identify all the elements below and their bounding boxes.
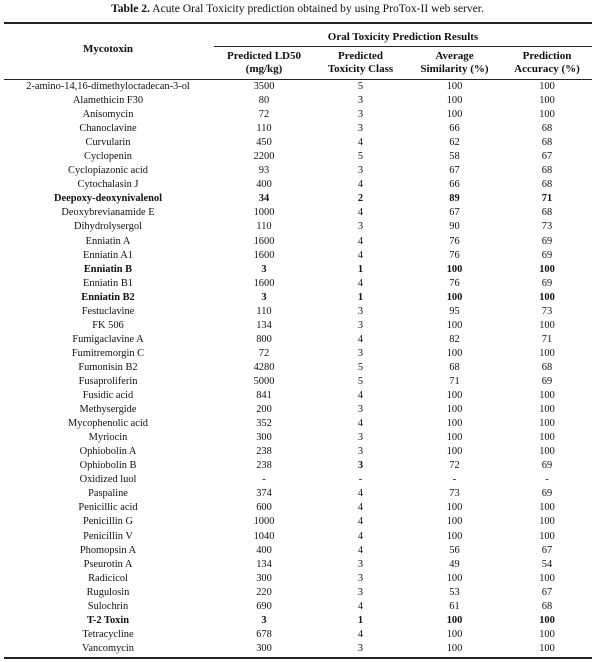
similarity-cell: 100 [446,263,463,275]
mycotoxin-cell: Fumigaclavine A [72,333,144,345]
ld50-cell: 1600 [253,249,275,261]
toxicity-class-cell: 2 [357,193,364,205]
mycotoxin-cell: Fumonisin B2 [78,361,138,373]
table-row [4,600,592,614]
similarity-cell: 72 [449,460,460,472]
accuracy-cell: 67 [541,586,553,598]
mycotoxin-cell: Vancomycin [82,642,134,654]
mycotoxin-cell: T-2 Toxin [86,614,130,626]
toxicity-class-cell: 1 [357,291,364,303]
ld50-cell: 841 [256,390,272,402]
toxicity-class-header-line1: Predicted [337,50,383,62]
accuracy-cell: 69 [541,235,553,247]
toxicity-class-cell: 4 [357,333,364,345]
ld50-cell: 238 [256,446,272,458]
similarity-cell: 73 [449,488,460,500]
mycotoxin-cell: Radicicol [88,572,128,584]
toxicity-class-cell: 4 [357,277,364,289]
similarity-cell: 49 [449,558,460,570]
accuracy-cell: 68 [541,179,553,191]
toxicity-class-cell: 4 [357,530,364,542]
similarity-header-line2: Similarity (%) [420,63,489,75]
toxicity-class-cell: 3 [357,446,364,458]
mycotoxin-cell: Enniatin B2 [81,291,135,303]
ld50-cell: 1040 [253,530,275,542]
accuracy-cell: 68 [541,207,553,219]
similarity-cell: 67 [449,207,460,219]
mycotoxin-cell: Anisomycin [82,109,134,121]
mycotoxin-cell: Fusaproliferin [78,375,138,387]
similarity-cell: 100 [446,614,463,626]
similarity-cell: 76 [449,277,460,289]
similarity-cell: 61 [449,600,460,612]
mycotoxin-cell: Sulochrin [87,600,129,612]
similarity-cell: 100 [446,642,463,654]
toxicity-class-cell: 4 [357,502,364,514]
table-row [4,586,592,600]
table-row [4,136,592,150]
accuracy-cell: 100 [539,390,555,402]
mycotoxin-cell: Enniatin B1 [83,277,133,289]
mycotoxin-cell: Dihydrolysergol [74,221,142,233]
mycotoxin-cell: Cyclopenin [84,151,132,163]
accuracy-cell: 100 [539,572,555,584]
ld50-cell: 600 [256,502,272,514]
accuracy-header-line1: Prediction [522,50,572,62]
mycotoxin-cell: Paspaline [88,488,128,500]
mycotoxin-cell: Oxidized luol [79,474,137,486]
accuracy-cell: - [545,474,549,486]
toxicity-class-cell: 3 [357,109,364,121]
table-row [4,544,592,558]
table-body [4,80,592,656]
toxicity-class-cell: 4 [357,516,364,528]
mycotoxin-cell: Curvularin [85,137,131,149]
ld50-cell: 678 [256,628,272,640]
ld50-cell: 2200 [253,151,275,163]
accuracy-cell: 68 [541,361,553,373]
toxicity-class-cell: 4 [357,628,364,640]
accuracy-cell: 73 [541,305,553,317]
accuracy-cell: 67 [541,151,553,163]
table-row [4,94,592,108]
similarity-cell: 100 [446,418,463,430]
similarity-cell: 62 [449,137,460,149]
toxicity-class-cell: 4 [357,600,364,612]
table-row [4,235,592,249]
similarity-cell: 100 [446,347,463,359]
toxicity-class-cell: 3 [357,404,364,416]
accuracy-cell: 100 [539,446,555,458]
toxicity-class-cell: 1 [357,263,364,275]
toxicity-class-cell: 3 [357,347,364,359]
accuracy-cell: 67 [541,544,553,556]
similarity-cell: 76 [449,235,460,247]
similarity-cell: 95 [449,305,460,317]
table-row [4,192,592,206]
ld50-cell: 110 [256,221,272,233]
table-row [4,515,592,529]
table-row [4,277,592,291]
similarity-cell: 100 [446,291,463,303]
accuracy-cell: 100 [539,263,555,275]
toxicity-class-cell: 5 [357,361,364,373]
similarity-cell: 71 [449,375,460,387]
table-row [4,459,592,473]
mycotoxin-cell: Penicillin G [83,516,133,528]
accuracy-cell: 100 [539,502,555,514]
table-row [4,164,592,178]
accuracy-cell: 69 [541,460,553,472]
table-row [4,558,592,572]
toxicity-class-cell: 3 [357,95,364,107]
toxicity-class-cell: 4 [357,544,364,556]
mycotoxin-cell: Fumitremorgin C [71,347,145,359]
ld50-cell: 134 [256,319,272,331]
accuracy-cell: 100 [539,319,555,331]
mycotoxin-cell: FK 506 [92,319,124,331]
toxicity-class-cell: 4 [357,137,364,149]
similarity-cell: 82 [449,333,460,345]
similarity-cell: 76 [449,249,460,261]
accuracy-cell: 100 [539,418,555,430]
ld50-header-line1: Predicted LD50 [226,50,302,62]
mycotoxin-cell: Cyclopiazonic acid [68,165,148,177]
table-row [4,389,592,403]
accuracy-cell: 54 [541,558,553,570]
ld50-cell: 200 [256,404,272,416]
similarity-cell: 100 [446,628,463,640]
ld50-cell: 352 [256,418,272,430]
similarity-cell: 66 [449,179,460,191]
ld50-cell: 34 [258,193,270,205]
similarity-cell: 100 [446,502,463,514]
table-row [4,431,592,445]
accuracy-cell: 100 [539,81,555,92]
similarity-cell: 100 [446,404,463,416]
table-row [4,614,592,628]
toxicity-class-cell: 4 [357,488,364,500]
group-underline [214,46,592,47]
mycotoxin-cell: Enniatin A1 [83,249,133,261]
toxicity-class-cell: 4 [357,249,364,261]
ld50-cell: 300 [256,572,272,584]
ld50-header [214,50,314,76]
mycotoxin-cell: Festuclavine [81,305,135,317]
similarity-cell: 100 [446,572,463,584]
mycotoxin-cell: Methysergide [79,404,137,416]
mycotoxin-cell: Fusidic acid [82,390,134,402]
similarity-cell: 67 [449,165,460,177]
ld50-cell: 3 [261,291,267,303]
accuracy-cell: 100 [539,516,555,528]
accuracy-cell: 68 [541,137,553,149]
mycotoxin-cell: Rugulosin [86,586,130,598]
similarity-cell: 100 [446,319,463,331]
toxicity-class-cell: 4 [357,179,364,191]
caption-text: Acute Oral Toxicity prediction obtained by using ProTox-II web server. [152,2,484,15]
accuracy-cell: 100 [539,642,555,654]
ld50-cell: 800 [256,333,272,345]
table-row [4,249,592,263]
ld50-cell: 238 [256,460,272,472]
ld50-cell: 3500 [253,81,275,92]
similarity-cell: 89 [449,193,460,205]
similarity-cell: 56 [449,544,460,556]
mycotoxin-cell: Tetracycline [82,628,134,640]
similarity-cell: 100 [446,81,463,92]
accuracy-cell: 100 [539,432,555,444]
table-row [4,361,592,375]
accuracy-cell: 71 [541,333,553,345]
similarity-cell: 100 [446,530,463,542]
mycotoxin-cell: Pseurotin A [83,558,133,570]
ld50-cell: 3 [261,614,267,626]
table-row [4,333,592,347]
accuracy-header-line2: Accuracy (%) [514,63,580,75]
toxicity-class-header [314,50,407,76]
accuracy-cell: 68 [541,165,553,177]
mycotoxin-cell: Enniatin B [83,263,133,275]
caption-label: Table 2. [111,2,150,15]
similarity-cell: 53 [449,586,460,598]
ld50-cell: 72 [258,347,270,359]
similarity-cell: 90 [449,221,460,233]
similarity-cell: 100 [446,109,463,121]
mycotoxin-cell: Myriocin [88,432,128,444]
ld50-header-line2: (mg/kg) [245,63,283,75]
ld50-cell: 110 [256,123,272,135]
accuracy-cell: 100 [539,347,555,359]
ld50-cell: 374 [256,488,272,500]
toxicity-class-cell: 3 [357,432,364,444]
mycotoxin-cell: Mycophenolic acid [68,418,148,430]
toxicity-class-cell: 4 [357,390,364,402]
mycotoxin-cell: 2-amino-14,16-dimethyloctadecan-3-ol [26,81,190,92]
accuracy-cell: 73 [541,221,553,233]
toxicity-class-cell: 5 [357,375,364,387]
similarity-cell: 100 [446,390,463,402]
ld50-cell: 80 [258,95,270,107]
toxicity-class-cell: 1 [357,614,364,626]
table-row [4,487,592,501]
table-row [4,150,592,164]
accuracy-cell: 69 [541,249,553,261]
accuracy-cell: 69 [541,488,553,500]
mycotoxin-header: Mycotoxin [82,43,134,55]
table-row [4,628,592,642]
toxicity-class-cell: 3 [357,319,364,331]
accuracy-cell: 100 [539,109,555,121]
ld50-cell: 400 [256,179,272,191]
table-row [4,319,592,333]
mycotoxin-cell: Penicillin V [83,530,133,542]
ld50-cell: 300 [256,642,272,654]
ld50-cell: 1600 [253,277,275,289]
toxicity-class-cell: 3 [357,586,364,598]
accuracy-cell: 69 [541,375,553,387]
toxicity-class-cell: 3 [357,460,364,472]
ld50-cell: 93 [258,165,270,177]
accuracy-header [502,50,592,76]
accuracy-cell: 100 [539,404,555,416]
table-row [4,206,592,220]
mycotoxin-cell: Ophiobolin A [79,446,137,458]
similarity-cell: 100 [446,432,463,444]
table-row [4,305,592,319]
table-row [4,375,592,389]
table-row [4,291,592,305]
mycotoxin-cell: Ophiobolin B [79,460,137,472]
toxicity-class-cell: 3 [357,305,364,317]
similarity-cell: 66 [449,123,460,135]
table-row [4,445,592,459]
toxicity-class-cell: 4 [357,207,364,219]
similarity-header [407,50,502,76]
toxicity-class-cell: 3 [357,558,364,570]
table-row [4,347,592,361]
accuracy-cell: 100 [539,95,555,107]
mycotoxin-cell: Alamethicin F30 [72,95,144,107]
bottom-rule [4,657,592,659]
ld50-cell: - [262,474,266,486]
ld50-cell: 220 [256,586,272,598]
toxicity-class-cell: 3 [357,123,364,135]
mycotoxin-cell: Penicillic acid [78,502,138,514]
ld50-cell: 3 [261,263,267,275]
accuracy-cell: 100 [539,530,555,542]
ld50-cell: 1000 [253,207,275,219]
accuracy-cell: 71 [541,193,553,205]
top-rule [4,22,592,24]
ld50-cell: 72 [258,109,270,121]
accuracy-cell: 100 [539,291,555,303]
table-row [4,80,592,94]
ld50-cell: 690 [256,600,272,612]
toxicity-class-cell: 4 [357,418,364,430]
toxicity-class-cell: 3 [357,572,364,584]
similarity-header-line1: Average [435,50,474,62]
similarity-cell: 100 [446,516,463,528]
table-row [4,501,592,515]
ld50-cell: 300 [256,432,272,444]
table-row [4,473,592,487]
ld50-cell: 134 [256,558,272,570]
toxicity-class-header-line2: Toxicity Class [327,63,394,75]
accuracy-cell: 68 [541,123,553,135]
mycotoxin-cell: Deepoxy-deoxynivalenol [54,193,162,205]
toxicity-class-cell: 5 [357,81,364,92]
similarity-cell: - [452,474,457,486]
ld50-cell: 400 [256,544,272,556]
mycotoxin-cell: Chanoclavine [79,123,137,135]
ld50-cell: 450 [256,137,272,149]
table-row [4,572,592,586]
similarity-cell: 100 [446,446,463,458]
mycotoxin-cell: Enniatin A [85,235,131,247]
table-row [4,122,592,136]
table-row [4,220,592,234]
table-row [4,178,592,192]
mycotoxin-cell: Deoxybrevianamide E [61,207,155,219]
mycotoxin-cell: Cytochalasin J [77,179,139,191]
accuracy-cell: 68 [541,600,553,612]
group-header: Oral Toxicity Prediction Results [327,31,479,43]
ld50-cell: 5000 [253,375,275,387]
table-row [4,530,592,544]
similarity-cell: 68 [449,361,460,373]
ld50-cell: 110 [256,305,272,317]
toxicity-class-cell: 3 [357,221,364,233]
toxicity-class-cell: - [358,474,363,486]
toxicity-class-cell: 5 [357,151,364,163]
table-row [4,417,592,431]
ld50-cell: 1600 [253,235,275,247]
toxicity-class-cell: 3 [357,642,364,654]
accuracy-cell: 100 [539,614,555,626]
table-caption [0,1,595,17]
table-row [4,263,592,277]
ld50-cell: 4280 [253,361,275,373]
table-row [4,642,592,656]
mycotoxin-cell: Phomopsin A [79,544,137,556]
ld50-cell: 1000 [253,516,275,528]
table-row [4,403,592,417]
accuracy-cell: 100 [539,628,555,640]
similarity-cell: 58 [449,151,460,163]
table-row [4,108,592,122]
similarity-cell: 100 [446,95,463,107]
toxicity-class-cell: 3 [357,165,364,177]
accuracy-cell: 69 [541,277,553,289]
toxicity-class-cell: 4 [357,235,364,247]
